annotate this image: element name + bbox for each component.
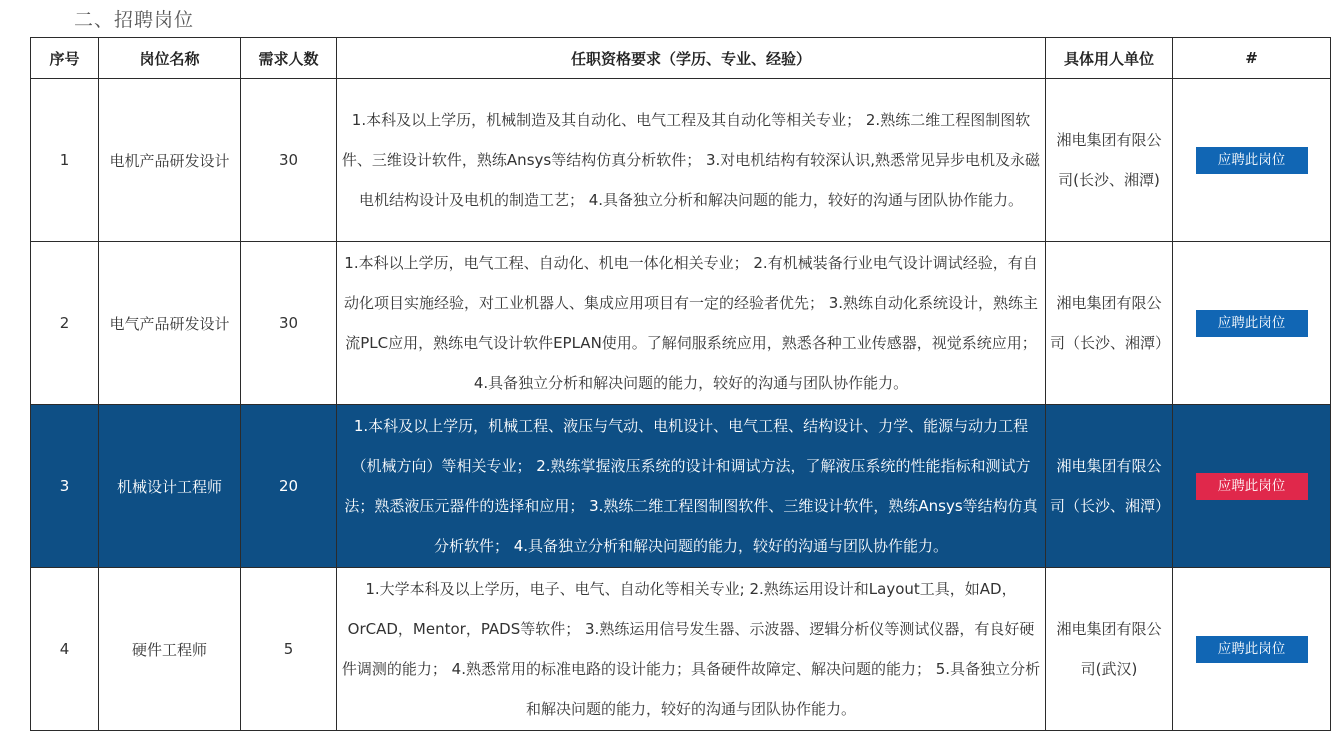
cell-position: 电机产品研发设计	[99, 79, 241, 242]
table-row	[31, 79, 1331, 242]
header-position: 岗位名称	[99, 38, 241, 79]
cell-requirements: 1.本科及以上学历，机械工程、液压与气动、电机设计、电气工程、结构设计、力学、能源与动力工程（机械方向）等相关专业； 2.熟练掌握液压系统的设计和调试方法，了解液压系统的性能指标和测试方法；熟悉液压元器件的选择和应用； 3.熟练二维工程图制图软件、三维设计软件，熟练Ansys等结构仿真分析软件； 4.具备独立分析和解决问题的能力，较好的沟通与团队协作能力。	[337, 405, 1046, 568]
cell-unit: 湘电集团有限公司（长沙、湘潭）	[1046, 242, 1173, 405]
cell-unit: 湘电集团有限公司(长沙、湘潭)	[1046, 79, 1173, 242]
cell-position: 硬件工程师	[99, 568, 241, 731]
header-requirements: 任职资格要求（学历、专业、经验）	[337, 38, 1046, 79]
table-row-highlighted	[31, 405, 1331, 568]
cell-position: 机械设计工程师	[99, 405, 241, 568]
cell-count: 30	[241, 79, 337, 242]
cell-index: 4	[31, 568, 99, 731]
header-count: 需求人数	[241, 38, 337, 79]
cell-index: 1	[31, 79, 99, 242]
cell-count: 5	[241, 568, 337, 731]
cell-count: 20	[241, 405, 337, 568]
cell-requirements: 1.大学本科及以上学历，电子、电气、自动化等相关专业; 2.熟练运用设计和Layout工具，如AD，OrCAD，Mentor，PADS等软件； 3.熟练运用信号发生器、示波器、逻辑分析仪等测试仪器，有良好硬件调测的能力； 4.熟悉常用的标准电路的设计能力；具备硬件故障定、解决问题的能力； 5.具备独立分析和解决问题的能力，较好的沟通与团队协作能力。	[337, 568, 1046, 731]
cell-index: 2	[31, 242, 99, 405]
apply-button[interactable]: 应聘此岗位	[1196, 473, 1308, 500]
cell-action	[1173, 79, 1331, 242]
header-unit: 具体用人单位	[1046, 38, 1173, 79]
table-row	[31, 242, 1331, 405]
cell-action	[1173, 242, 1331, 405]
table-row	[31, 568, 1331, 731]
cell-requirements: 1.本科及以上学历，机械制造及其自动化、电气工程及其自动化等相关专业； 2.熟练二维工程图制图软件、三维设计软件，熟练Ansys等结构仿真分析软件； 3.对电机结构有较深认识,熟悉常见异步电机及永磁电机结构设计及电机的制造工艺； 4.具备独立分析和解决问题的能力，较好的沟通与团队协作能力。	[337, 79, 1046, 242]
cell-requirements: 1.本科以上学历，电气工程、自动化、机电一体化相关专业； 2.有机械装备行业电气设计调试经验，有自动化项目实施经验，对工业机器人、集成应用项目有一定的经验者优先； 3.熟练自动化系统设计，熟练主流PLC应用，熟练电气设计软件EPLAN使用。了解伺服系统应用，熟悉各种工业传感器，视觉系统应用； 4.具备独立分析和解决问题的能力，较好的沟通与团队协作能力。	[337, 242, 1046, 405]
apply-button[interactable]: 应聘此岗位	[1196, 310, 1308, 337]
cell-action	[1173, 568, 1331, 731]
cell-action	[1173, 405, 1331, 568]
cell-position: 电气产品研发设计	[99, 242, 241, 405]
cell-unit: 湘电集团有限公司（长沙、湘潭）	[1046, 405, 1173, 568]
header-action: #	[1173, 38, 1331, 79]
apply-button[interactable]: 应聘此岗位	[1196, 636, 1308, 663]
table-header-row	[31, 38, 1331, 79]
cell-unit: 湘电集团有限公司(武汉)	[1046, 568, 1173, 731]
header-index: 序号	[31, 38, 99, 79]
cell-index: 3	[31, 405, 99, 568]
apply-button[interactable]: 应聘此岗位	[1196, 147, 1308, 174]
job-table	[30, 37, 1331, 731]
section-title: 二、招聘岗位	[74, 9, 195, 31]
cell-count: 30	[241, 242, 337, 405]
